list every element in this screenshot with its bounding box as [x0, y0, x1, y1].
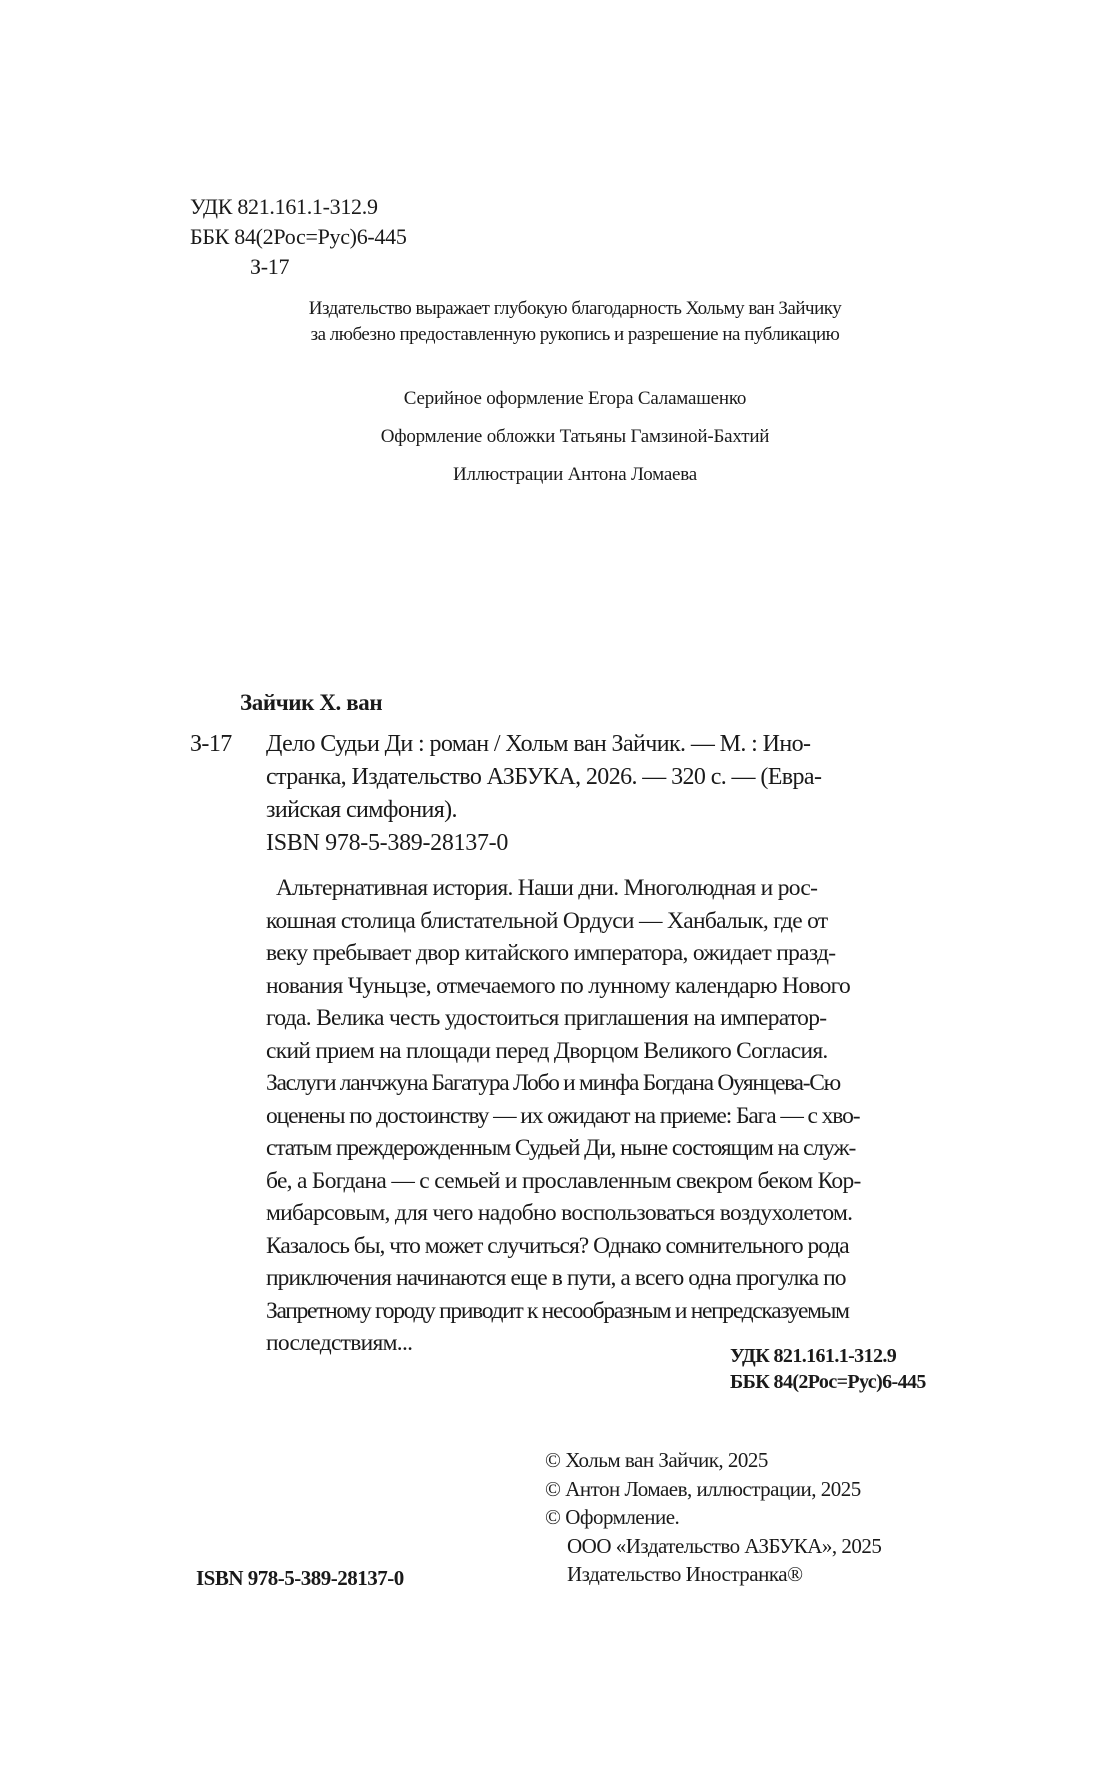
annotation-line: последствиям...: [266, 1330, 413, 1356]
credit-illustrations: Иллюстрации Антона Ломаева: [452, 464, 698, 485]
udk-code: УДК 821.161.1-312.9: [190, 194, 378, 219]
annotation-line: Заслуги ланчжуна Багатура Лобо и минфа Богдана Оуянцева-Сю: [266, 1070, 840, 1096]
annotation-line: кошная столица блистательной Ордуси — Ханбалык, где от: [266, 907, 828, 934]
annotation-line: приключения начинаются еще в пути, а всего одна прогулка по: [266, 1265, 846, 1291]
catalog-description-line: Дело Судьи Ди : роман / Хольм ван Зайчик. — М. : Ино-: [266, 731, 811, 757]
design-credits: [190, 380, 960, 494]
annotation-line: Альтернативная история. Наши дни. Многолюдная и рос-: [276, 875, 818, 901]
catalog-entry: [190, 728, 970, 860]
classification-block-bottom: [730, 1343, 926, 1395]
acknowledgement-line: за любезно предоставленную рукопись и разрешение на публикацию: [310, 324, 840, 345]
annotation-line: года. Велика честь удостоиться приглашения на император-: [266, 1005, 827, 1031]
annotation-line: статым преждерожденным Судьей Ди, ныне состоящим на служ-: [266, 1135, 856, 1161]
annotation-line: Казалось бы, что может случиться? Однако сомнительного рода: [266, 1232, 849, 1259]
annotation-line: бе, а Богдана — с семьей и прославленным свекром беком Кор-: [266, 1167, 861, 1194]
catalog-description-line: зийская симфония).: [266, 797, 457, 823]
copyright-design: © Оформление.: [545, 1505, 680, 1529]
bbk-code: ББК 84(2Рос=Рус)6-445: [730, 1371, 926, 1393]
classification-block-top: [190, 192, 407, 282]
acknowledgement: [190, 296, 960, 348]
annotation-line: Запретному городу приводит к несообразным и непредсказуемым: [266, 1297, 849, 1324]
annotation-line: веку пребывает двор китайского императора, ожидает празд-: [266, 940, 836, 966]
annotation-line: нования Чуньцзе, отмечаемого по лунному календарю Нового: [266, 972, 851, 999]
copyright-publisher: ООО «Издательство АЗБУКА», 2025: [567, 1533, 882, 1558]
bbk-code: ББК 84(2Рос=Рус)6-445: [190, 224, 407, 249]
copyright-imprint: Издательство Иностранка®: [567, 1562, 803, 1586]
annotation: [266, 872, 970, 1360]
copyright-illustrations: © Антон Ломаев, иллюстрации, 2025: [545, 1476, 861, 1501]
udk-code: УДК 821.161.1-312.9: [730, 1345, 897, 1367]
acknowledgement-line: Издательство выражает глубокую благодарность Хольму ван Зайчику: [308, 298, 842, 319]
copyright-author: © Хольм ван Зайчик, 2025: [545, 1448, 768, 1472]
credit-series-design: Серийное оформление Егора Саламашенко: [403, 388, 747, 409]
annotation-line: ский прием на площади перед Дворцом Великого Согласия.: [266, 1037, 828, 1064]
annotation-line: оценены по достоинству — их ожидают на приеме: Бага — с хво-: [266, 1102, 860, 1129]
credit-cover-design: Оформление обложки Татьяны Гамзиной-Бахтий: [380, 426, 770, 447]
catalog-author-mark: З-17: [190, 731, 232, 757]
catalog-description-line: странка, Издательство АЗБУКА, 2026. — 320 с. — (Евра-: [266, 764, 822, 790]
catalog-isbn: ISBN 978-5-389-28137-0: [266, 830, 509, 856]
catalog-author-heading: Зайчик Х. ван: [240, 690, 383, 715]
annotation-line: мибарсовым, для чего надобно воспользоваться воздухолетом.: [266, 1200, 853, 1226]
isbn-bottom: ISBN 978-5-389-28137-0: [196, 1566, 404, 1590]
copyright-block: [545, 1446, 881, 1589]
author-mark: З-17: [250, 254, 290, 279]
